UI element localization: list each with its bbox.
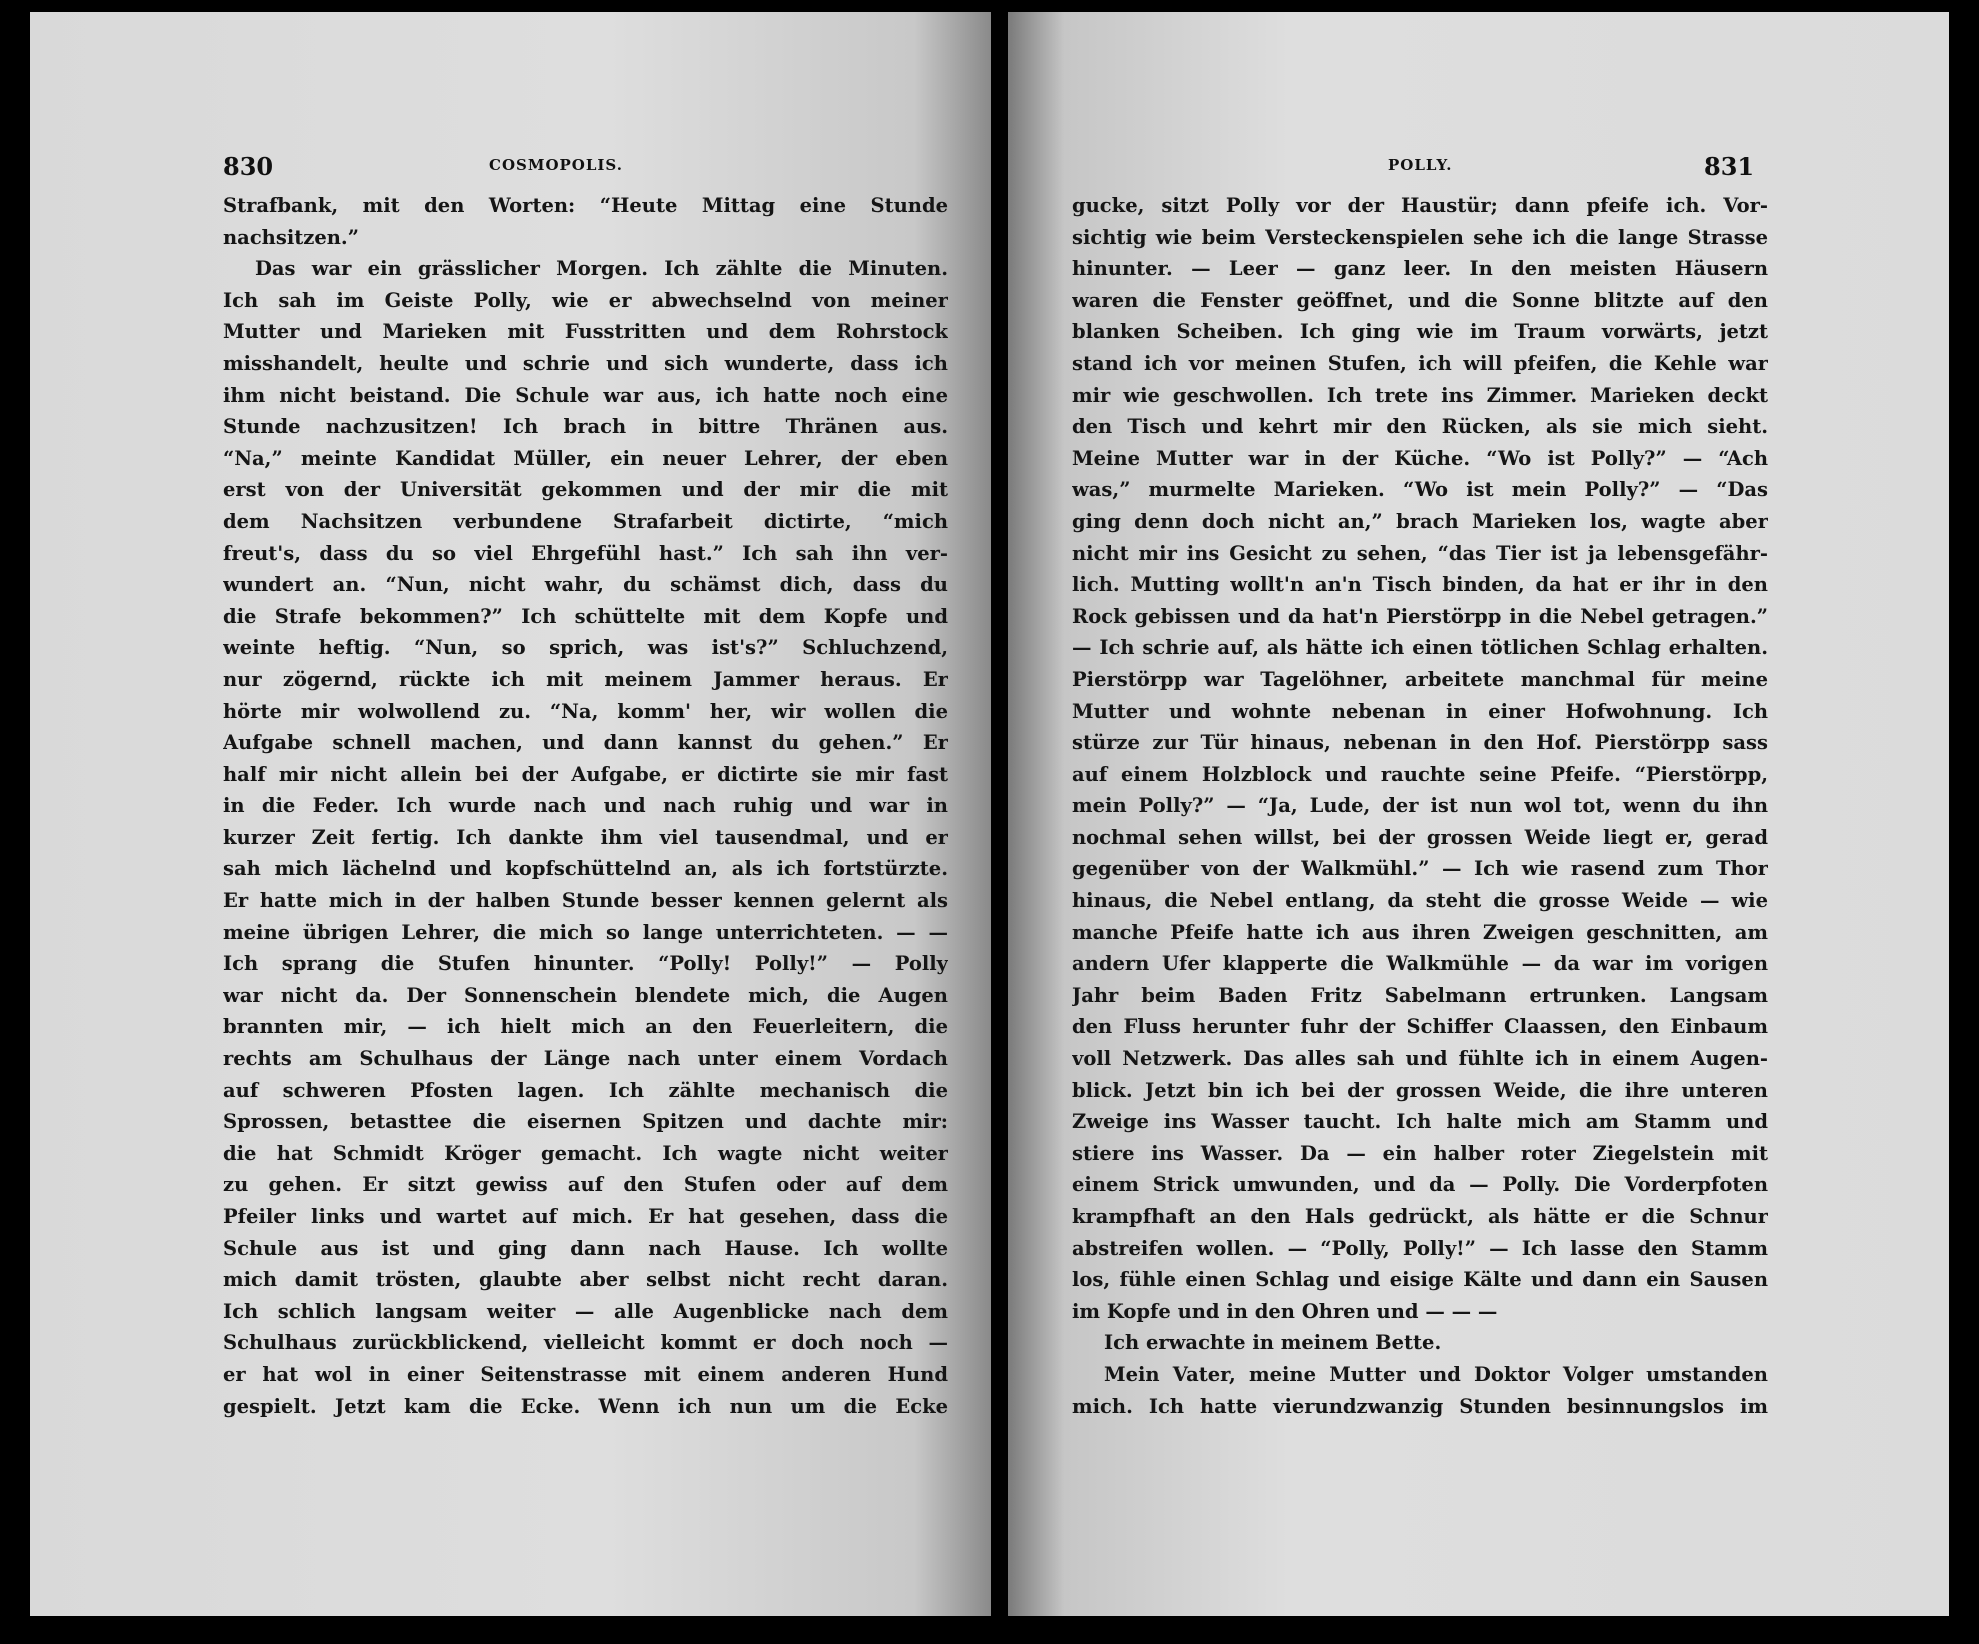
text-line: hörte mir wolwollend zu. “Na, komm' her, wir wollen die — [223, 699, 948, 723]
text-line: brannten mir, — ich hielt mich an den Feuerleitern, die — [223, 1015, 948, 1039]
text-line: Rock gebissen und da hat'n Pierstörpp in die Nebel getragen.” — [1072, 604, 1768, 628]
text-line: gegenüber von der Walkmühl.” — Ich wie rasend zum Thor — [1072, 857, 1768, 881]
text-line: nur zögernd, rückte ich mit meinem Jammer heraus. Er — [223, 667, 948, 691]
text-line: hinunter. — Leer — ganz leer. In den meisten Häusern — [1072, 257, 1768, 281]
text-line: erst von der Universität gekommen und der mir die mit — [223, 478, 948, 502]
text-line: “Na,” meinte Kandidat Müller, ein neuer Lehrer, der eben — [223, 446, 948, 470]
text-line: rechts am Schulhaus der Länge nach unter einem Vordach — [223, 1047, 948, 1071]
text-line: gespielt. Jetzt kam die Ecke. Wenn ich nun um die Ecke — [223, 1394, 948, 1418]
text-line: war nicht da. Der Sonnenschein blendete mich, die Augen — [223, 983, 948, 1007]
text-line: im Kopfe und in den Ohren und — — — — [1072, 1299, 1498, 1323]
text-line: Mutter und Marieken mit Fusstritten und dem Rohrstock — [223, 320, 948, 344]
right-running-head — [1008, 152, 1949, 182]
right-page-number: 831 — [1704, 152, 1755, 181]
text-line: — Ich schrie auf, als hätte ich einen tötlichen Schlag erhalten. — [1072, 636, 1768, 660]
text-line: meine übrigen Lehrer, die mich so lange unterrichteten. — — — [223, 920, 948, 944]
text-line: weinte heftig. “Nun, so sprich, was ist's?” Schluchzend, — [223, 636, 948, 660]
text-line: den Fluss herunter fuhr der Schiffer Claassen, den Einbaum — [1072, 1015, 1768, 1039]
text-line: manche Pfeife hatte ich aus ihren Zweigen geschnitten, am — [1072, 920, 1768, 944]
text-line: Pierstörpp war Tagelöhner, arbeitete manchmal für meine — [1072, 667, 1768, 691]
text-line: stand ich vor meinen Stufen, ich will pfeifen, die Kehle war — [1072, 351, 1768, 375]
left-running-title: COSMOPOLIS. — [489, 156, 623, 174]
text-line: misshandelt, heulte und schrie und sich wunderte, dass ich — [223, 351, 948, 375]
text-line: ihm nicht beistand. Die Schule war aus, ich hatte noch eine — [223, 383, 948, 407]
text-line: in die Feder. Ich wurde nach und nach ruhig und war in — [223, 794, 948, 818]
text-line: die hat Schmidt Kröger gemacht. Ich wagte nicht weiter — [223, 1141, 948, 1165]
text-line: blick. Jetzt bin ich bei der grossen Weide, die ihre unteren — [1072, 1078, 1768, 1102]
text-line: mein Polly?” — “Ja, Lude, der ist nun wol tot, wenn du ihn — [1072, 794, 1768, 818]
text-line: nochmal sehen willst, bei der grossen Weide liegt er, gerad — [1072, 825, 1768, 849]
text-line: Schulhaus zurückblickend, vielleicht kommt er doch noch — — [223, 1331, 948, 1355]
left-running-head — [30, 152, 991, 182]
text-line: Ich erwachte in meinem Bette. — [1104, 1331, 1442, 1355]
text-line: stürze zur Tür hinaus, nebenan in den Hof. Pierstörpp sass — [1072, 731, 1768, 755]
text-line: nachsitzen.” — [223, 225, 359, 249]
text-line: Ich schlich langsam weiter — alle Augenblicke nach dem — [223, 1299, 948, 1323]
text-line: Jahr beim Baden Fritz Sabelmann ertrunken. Langsam — [1072, 983, 1768, 1007]
text-line: los, fühle einen Schlag und eisige Kälte und dann ein Sausen — [1072, 1268, 1768, 1292]
text-line: sichtig wie beim Versteckenspielen sehe ich die lange Strasse — [1072, 225, 1768, 249]
text-line: was,” murmelte Marieken. “Wo ist mein Polly?” — “Das — [1072, 478, 1768, 502]
text-line: kurzer Zeit fertig. Ich dankte ihm viel tausendmal, und er — [223, 825, 948, 849]
left-page-number: 830 — [223, 152, 274, 181]
text-line: dem Nachsitzen verbundene Strafarbeit dictirte, “mich — [223, 509, 948, 533]
text-line: Sprossen, betasttee die eisernen Spitzen und dachte mir: — [223, 1110, 948, 1134]
text-line: stiere ins Wasser. Da — ein halber roter Ziegelstein mit — [1072, 1141, 1768, 1165]
text-line: Meine Mutter war in der Küche. “Wo ist Polly?” — “Ach — [1072, 446, 1768, 470]
text-line: Zweige ins Wasser taucht. Ich halte mich am Stamm und — [1072, 1110, 1768, 1134]
text-line: einem Strick umwunden, und da — Polly. Die Vorderpfoten — [1072, 1173, 1768, 1197]
text-line: Pfeiler links und wartet auf mich. Er hat gesehen, dass die — [223, 1205, 948, 1228]
text-line: ging denn doch nicht an,” brach Marieken los, wagte aber — [1072, 509, 1768, 533]
book-gutter — [991, 0, 1008, 1644]
text-line: mich. Ich hatte vierundzwanzig Stunden besinnungslos im — [1072, 1394, 1768, 1418]
right-body-text — [1072, 190, 1768, 1422]
left-page — [30, 12, 991, 1616]
text-line: blanken Scheiben. Ich ging wie im Traum vorwärts, jetzt — [1072, 320, 1768, 344]
text-line: Ich sah im Geiste Polly, wie er abwechselnd von meiner — [223, 288, 948, 312]
text-line: mir wie geschwollen. Ich trete ins Zimmer. Marieken deckt — [1072, 383, 1768, 407]
text-line: waren die Fenster geöffnet, und die Sonne blitzte auf den — [1072, 288, 1768, 312]
text-line: lich. Mutting wollt'n an'n Tisch binden, da hat er ihr in den — [1072, 573, 1768, 597]
text-line: sah mich lächelnd und kopfschüttelnd an, als ich fortstürzte. — [223, 857, 948, 881]
text-line: die Strafe bekommen?” Ich schüttelte mit dem Kopfe und — [223, 604, 948, 628]
text-line: mich damit trösten, glaubte aber selbst nicht recht daran. — [223, 1268, 948, 1292]
text-line: Das war ein grässlicher Morgen. Ich zählte die Minuten. — [255, 257, 948, 281]
text-line: hinaus, die Nebel entlang, da steht die grosse Weide — wie — [1072, 889, 1768, 913]
text-line: gucke, sitzt Polly vor der Haustür; dann pfeife ich. Vor- — [1072, 194, 1768, 217]
text-line: voll Netzwerk. Das alles sah und fühlte ich in einem Augen- — [1072, 1047, 1768, 1071]
text-line: auf schweren Pfosten lagen. Ich zählte mechanisch die — [223, 1078, 948, 1102]
text-line: freut's, dass du so viel Ehrgefühl hast.” Ich sah ihn ver- — [223, 541, 948, 565]
text-line: Stunde nachzusitzen! Ich brach in bittre Thränen aus. — [223, 415, 948, 439]
text-line: nicht mir ins Gesicht zu sehen, “das Tier ist ja lebensgefähr- — [1072, 541, 1768, 565]
text-line: auf einem Holzblock und rauchte seine Pfeife. “Pierstörpp, — [1072, 762, 1768, 786]
text-line: Mein Vater, meine Mutter und Doktor Volger umstanden — [1104, 1362, 1768, 1386]
text-line: Schule aus ist und ging dann nach Hause. Ich wollte — [223, 1236, 948, 1260]
text-line: half mir nicht allein bei der Aufgabe, er dictirte sie mir fast — [223, 762, 948, 786]
left-body-text — [223, 190, 948, 1422]
text-line: Strafbank, mit den Worten: “Heute Mittag eine Stunde — [223, 194, 948, 217]
text-line: wundert an. “Nun, nicht wahr, du schämst dich, dass du — [223, 573, 948, 597]
right-running-title: POLLY. — [1388, 156, 1453, 174]
text-line: krampfhaft an den Hals gedrückt, als hätte er die Schnur — [1072, 1205, 1768, 1228]
text-line: den Tisch und kehrt mir den Rücken, als sie mich sieht. — [1072, 415, 1768, 439]
right-page — [1008, 12, 1949, 1616]
text-line: Mutter und wohnte nebenan in einer Hofwohnung. Ich — [1072, 699, 1768, 723]
text-line: abstreifen wollen. — “Polly, Polly!” — Ich lasse den Stamm — [1072, 1236, 1768, 1260]
text-line: Er hatte mich in der halben Stunde besser kennen gelernt als — [223, 889, 948, 913]
text-line: andern Ufer klapperte die Walkmühle — da war im vorigen — [1072, 952, 1768, 976]
text-line: Aufgabe schnell machen, und dann kannst du gehen.” Er — [223, 731, 948, 755]
text-line: zu gehen. Er sitzt gewiss auf den Stufen oder auf dem — [223, 1173, 948, 1197]
text-line: Ich sprang die Stufen hinunter. “Polly! Polly!” — Polly — [223, 952, 948, 976]
text-line: er hat wol in einer Seitenstrasse mit einem anderen Hund — [223, 1362, 948, 1386]
